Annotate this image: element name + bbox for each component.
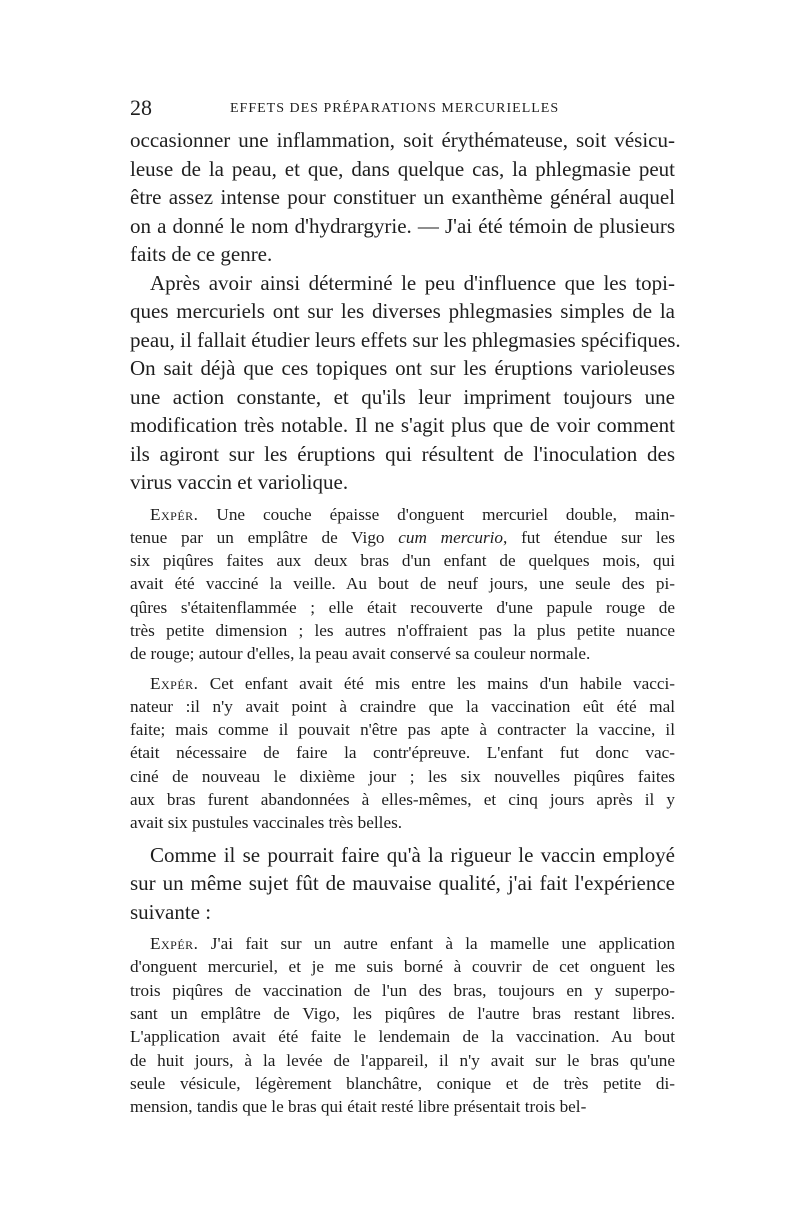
text-line: était nécessaire de faire la contr'épreuve. L'enfant fut donc vac-	[130, 743, 675, 763]
text-line: Comme il se pourrait faire qu'à la rigueur le vaccin employé	[150, 842, 675, 867]
text-line: ques mercuriels ont sur les diverses phlegmasies simples de la	[130, 299, 675, 323]
text-line: trois piqûres de vaccination de l'un des bras, toujours en y superpo-	[130, 980, 675, 1000]
text-line: de huit jours, à la levée de l'appareil, il n'y avait sur le bras qu'une	[130, 1050, 675, 1070]
text-line: on a donné le nom d'hydrargyrie. — J'ai été témoin de plusieurs	[130, 213, 675, 238]
experiment-label: Expér.	[150, 934, 199, 954]
text-line: Après avoir ainsi déterminé le peu d'influence que les topi-	[150, 270, 675, 295]
text-line: de rouge; autour d'elles, la peau avait conservé sa couleur normale.	[130, 644, 591, 664]
text-line: avait été vacciné la veille. Au bout de neuf jours, une seule des pi-	[130, 574, 675, 594]
text-line: Expér. Une couche épaisse d'onguent mercuriel double, main-	[150, 504, 675, 524]
page-number: 28	[130, 95, 152, 120]
text-line: Expér. J'ai fait sur un autre enfant à la mamelle une application	[150, 934, 675, 954]
text-line: tenue par un emplâtre de Vigo cum mercurio, fut étendue sur les	[130, 527, 675, 547]
italic-text: cum mercurio	[398, 527, 504, 547]
body-text	[130, 126, 681, 1119]
page-header	[130, 97, 675, 119]
text-line: ciné de nouveau le dixième jour ; les six nouvelles piqûres faites	[130, 766, 675, 786]
text-line: On sait déjà que ces topiques ont sur les éruptions varioleuses	[130, 356, 675, 380]
text-line: Expér. Cet enfant avait été mis entre les mains d'un habile vacci-	[150, 673, 675, 693]
text-line: aux bras furent abandonnées à elles-mêmes, et cinq jours après il y	[130, 790, 675, 810]
paragraph	[130, 932, 675, 1118]
text-line: modification très notable. Il ne s'agit plus que de voir comment	[130, 413, 675, 437]
text-line: six piqûres faites aux deux bras d'un enfant de quelques mois, qui	[130, 551, 675, 571]
text-line: d'onguent mercuriel, et je me suis borné à couvrir de cet onguent les	[130, 957, 675, 977]
text-line: nateur :il n'y avait point à craindre que la vaccination eût été mal	[130, 696, 675, 716]
text-line: sant un emplâtre de Vigo, les piqûres de l'autre bras restant libres.	[130, 1004, 675, 1024]
experiment-label: Expér.	[150, 673, 199, 693]
text-line: virus vaccin et variolique.	[130, 470, 349, 494]
paragraph	[130, 672, 675, 835]
experiment-label: Expér.	[150, 504, 199, 524]
text-line: sur un même sujet fût de mauvaise qualité, j'ai fait l'expérience	[130, 871, 675, 896]
running-title: EFFETS DES PRÉPARATIONS MERCURIELLES	[230, 101, 560, 116]
text-line: faits de ce genre.	[130, 242, 273, 266]
text-line: L'application avait été faite le lendemain de la vaccination. Au bout	[130, 1027, 675, 1047]
text-line: très petite dimension ; les autres n'offraient pas la plus petite nuance	[130, 620, 675, 640]
text-line: peau, il fallait étudier leurs effets sur les phlegmasies spécifiques.	[130, 327, 681, 352]
text-line: suivante :	[130, 899, 212, 924]
paragraph	[130, 841, 675, 927]
paragraph	[130, 503, 675, 666]
text-line: une action constante, et qu'ils leur impriment toujours une	[130, 384, 675, 409]
text-line: mension, tandis que le bras qui était resté libre présentait trois bel-	[130, 1097, 587, 1117]
text-line: leuse de la peau, et que, dans quelque cas, la phlegmasie peut	[130, 156, 675, 181]
text-line: être assez intense pour constituer un exanthème général auquel	[130, 185, 675, 209]
paragraph	[130, 126, 675, 269]
text-line: occasionner une inflammation, soit érythémateuse, soit vésicu-	[130, 128, 675, 152]
text-line: ils agiront sur les éruptions qui résultent de l'inoculation des	[130, 441, 675, 466]
text-line: avait six pustules vaccinales très belles.	[130, 813, 403, 833]
text-line: faite; mais comme il pouvait n'être pas apte à contracter la vaccine, il	[130, 720, 675, 740]
text-line: qûres s'étaitenflammée ; elle était recouverte d'une papule rouge de	[130, 597, 675, 617]
paragraph	[130, 269, 681, 497]
text-line: seule vésicule, légèrement blanchâtre, conique et de très petite di-	[130, 1073, 675, 1093]
